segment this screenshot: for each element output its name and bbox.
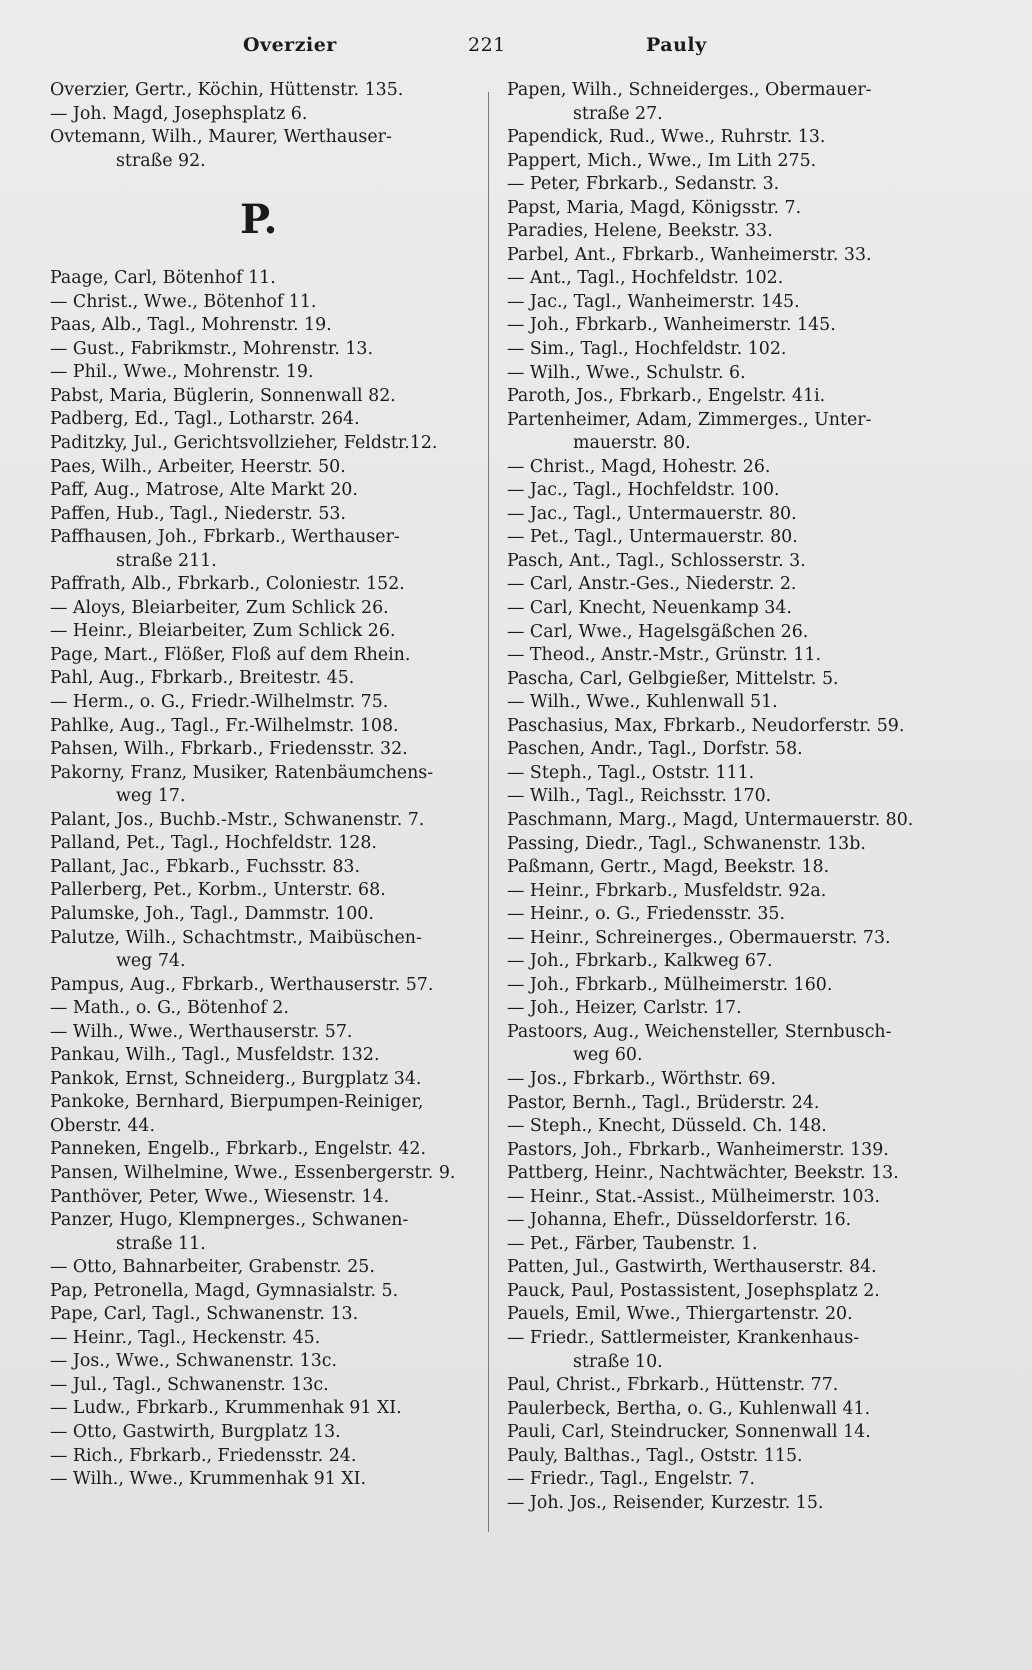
directory-entry-line: — Pet., Färber, Taubenstr. 1. bbox=[507, 1233, 758, 1254]
directory-entry-line: — Jos., Wwe., Schwanenstr. 13c. bbox=[50, 1351, 338, 1372]
directory-entry-line: weg 60. bbox=[573, 1045, 643, 1066]
directory-entry-line: weg 74. bbox=[116, 951, 186, 972]
directory-entry-line: Panneken, Engelb., Fbrkarb., Engelstr. 42. bbox=[50, 1139, 427, 1160]
directory-entry-line: — Wilh., Tagl., Reichsstr. 170. bbox=[507, 786, 772, 807]
directory-entry-line: — Joh., Fbrkarb., Wanheimerstr. 145. bbox=[507, 315, 836, 336]
left-column-top-entries bbox=[50, 79, 480, 173]
column-divider bbox=[488, 92, 489, 1532]
directory-entry-line: — Rich., Fbrkarb., Friedensstr. 24. bbox=[50, 1445, 357, 1466]
directory-entry-line: — Carl, Wwe., Hagelsgäßchen 26. bbox=[507, 621, 809, 642]
directory-entry-line: — Jac., Tagl., Hochfeldstr. 100. bbox=[507, 480, 780, 501]
directory-entry-line: Pankok, Ernst, Schneiderg., Burgplatz 34. bbox=[50, 1068, 422, 1089]
directory-entry-line: Papst, Maria, Magd, Königsstr. 7. bbox=[507, 197, 802, 218]
directory-entry-line: Pahlke, Aug., Tagl., Fr.-Wilhelmstr. 108. bbox=[50, 715, 399, 736]
directory-entry-line: Paffrath, Alb., Fbrkarb., Coloniestr. 152. bbox=[50, 574, 405, 595]
section-letter: P. bbox=[240, 196, 278, 244]
directory-entry-line: Pakorny, Franz, Musiker, Ratenbäumchens- bbox=[50, 762, 434, 783]
directory-entry-line: — Joh. Magd, Josephsplatz 6. bbox=[50, 103, 308, 124]
directory-entry-line: Pape, Carl, Tagl., Schwanenstr. 13. bbox=[50, 1304, 359, 1325]
directory-entry-line: — Ludw., Fbrkarb., Krummenhak 91 XI. bbox=[50, 1398, 402, 1419]
directory-entry-line: — Jul., Tagl., Schwanenstr. 13c. bbox=[50, 1374, 329, 1395]
directory-entry-line: Papendick, Rud., Wwe., Ruhrstr. 13. bbox=[507, 127, 826, 148]
header-left-keyword: Overzier bbox=[243, 34, 337, 56]
directory-entry-line: Pappert, Mich., Wwe., Im Lith 275. bbox=[507, 150, 817, 171]
directory-entry-line: Parbel, Ant., Fbrkarb., Wanheimerstr. 33. bbox=[507, 244, 872, 265]
directory-entry-line: — Phil., Wwe., Mohrenstr. 19. bbox=[50, 362, 314, 383]
directory-entry-line: — Carl, Anstr.-Ges., Niederstr. 2. bbox=[507, 574, 797, 595]
directory-entry-line: — Pet., Tagl., Untermauerstr. 80. bbox=[507, 527, 798, 548]
directory-entry-line: Paradies, Helene, Beekstr. 33. bbox=[507, 221, 773, 242]
directory-entry-line: — Friedr., Tagl., Engelstr. 7. bbox=[507, 1469, 756, 1490]
directory-entry-line: Palumske, Joh., Tagl., Dammstr. 100. bbox=[50, 903, 374, 924]
directory-entry-line: — Aloys, Bleiarbeiter, Zum Schlick 26. bbox=[50, 597, 389, 618]
directory-entry-line: Paschen, Andr., Tagl., Dorfstr. 58. bbox=[507, 739, 803, 760]
directory-entry-line: Page, Mart., Flößer, Floß auf dem Rhein. bbox=[50, 644, 411, 665]
directory-entry-line: — Joh. Jos., Reisender, Kurzestr. 15. bbox=[507, 1492, 824, 1513]
directory-entry-line: Overzier, Gertr., Köchin, Hüttenstr. 135. bbox=[50, 80, 404, 100]
directory-entry-line: straße 27. bbox=[573, 103, 663, 124]
directory-entry-line: — Heinr., Fbrkarb., Musfeldstr. 92a. bbox=[507, 880, 827, 901]
directory-entry-line: Oberstr. 44. bbox=[50, 1115, 156, 1136]
directory-entry-line: Panzer, Hugo, Klempnerges., Schwanen- bbox=[50, 1210, 409, 1231]
directory-entry-line: — Carl, Knecht, Neuenkamp 34. bbox=[507, 598, 792, 619]
directory-entry-line: — Steph., Tagl., Oststr. 111. bbox=[507, 762, 755, 783]
directory-entry-line: Pahsen, Wilh., Fbrkarb., Friedensstr. 32. bbox=[50, 739, 408, 760]
directory-entry-line: straße 92. bbox=[116, 150, 206, 171]
directory-entry-line: Pallerberg, Pet., Korbm., Unterstr. 68. bbox=[50, 880, 386, 901]
directory-entry-line: — Friedr., Sattlermeister, Krankenhaus- bbox=[507, 1327, 860, 1348]
directory-entry-line: — Gust., Fabrikmstr., Mohrenstr. 13. bbox=[50, 338, 374, 359]
directory-entry-line: — Joh., Heizer, Carlstr. 17. bbox=[507, 998, 742, 1019]
directory-entry-line: mauerstr. 80. bbox=[573, 433, 691, 454]
left-column-entries bbox=[50, 267, 480, 1491]
directory-entry-line: — Heinr., Bleiarbeiter, Zum Schlick 26. bbox=[50, 621, 396, 642]
directory-entry-line: Palland, Pet., Tagl., Hochfeldstr. 128. bbox=[50, 833, 377, 854]
directory-entry-line: Pahl, Aug., Fbrkarb., Breitestr. 45. bbox=[50, 668, 355, 689]
directory-entry-line: Pasch, Ant., Tagl., Schlosserstr. 3. bbox=[507, 550, 806, 571]
directory-entry-line: Pauli, Carl, Steindrucker, Sonnenwall 14. bbox=[507, 1422, 871, 1443]
directory-entry-line: Pauck, Paul, Postassistent, Josephsplatz 2. bbox=[507, 1280, 880, 1301]
directory-entry-line: straße 11. bbox=[116, 1233, 206, 1254]
directory-entry-line: — Heinr., o. G., Friedensstr. 35. bbox=[507, 904, 786, 925]
directory-entry-line: — Wilh., Wwe., Kuhlenwall 51. bbox=[507, 692, 778, 713]
directory-entry-line: — Peter, Fbrkarb., Sedanstr. 3. bbox=[507, 174, 780, 195]
directory-entry-line: — Jac., Tagl., Wanheimerstr. 145. bbox=[507, 291, 800, 312]
directory-entry-line: Partenheimer, Adam, Zimmerges., Unter- bbox=[507, 409, 872, 430]
page-number: 221 bbox=[468, 34, 506, 56]
left-column bbox=[50, 79, 480, 1492]
directory-entry-line: — Theod., Anstr.-Mstr., Grünstr. 11. bbox=[507, 645, 822, 666]
directory-entry-line: — Joh., Fbrkarb., Mülheimerstr. 160. bbox=[507, 974, 833, 995]
directory-entry-line: Palant, Jos., Buchb.-Mstr., Schwanenstr. 7. bbox=[50, 809, 425, 830]
directory-entry-line: — Heinr., Schreinerges., Obermauerstr. 73. bbox=[507, 927, 891, 948]
directory-entry-line: Paulerbeck, Bertha, o. G., Kuhlenwall 41. bbox=[507, 1398, 871, 1419]
directory-entry-line: — Sim., Tagl., Hochfeldstr. 102. bbox=[507, 339, 787, 360]
directory-entry-line: — Jac., Tagl., Untermauerstr. 80. bbox=[507, 503, 797, 524]
directory-entry-line: Pauly, Balthas., Tagl., Oststr. 115. bbox=[507, 1445, 803, 1466]
directory-entry-line: Pascha, Carl, Gelbgießer, Mittelstr. 5. bbox=[507, 668, 839, 689]
directory-entry-line: — Math., o. G., Bötenhof 2. bbox=[50, 998, 289, 1019]
directory-entry-line: — Wilh., Wwe., Krummenhak 91 XI. bbox=[50, 1469, 367, 1490]
directory-entry-line: Paroth, Jos., Fbrkarb., Engelstr. 41i. bbox=[507, 386, 826, 407]
directory-entry-line: Patten, Jul., Gastwirth, Werthauserstr. 84. bbox=[507, 1257, 877, 1278]
page-header bbox=[0, 34, 1032, 68]
directory-entry-line: Paschmann, Marg., Magd, Untermauerstr. 80. bbox=[507, 809, 914, 830]
directory-entry-line: Pastor, Bernh., Tagl., Brüderstr. 24. bbox=[507, 1092, 820, 1113]
directory-entry-line: Pallant, Jac., Fbkarb., Fuchsstr. 83. bbox=[50, 856, 360, 877]
directory-entry-line: Paßmann, Gertr., Magd, Beekstr. 18. bbox=[507, 857, 830, 878]
directory-entry-line: Panthöver, Peter, Wwe., Wiesenstr. 14. bbox=[50, 1186, 390, 1207]
right-column bbox=[507, 79, 1007, 1515]
directory-entry-line: — Christ., Magd, Hohestr. 26. bbox=[507, 456, 771, 477]
directory-entry-line: Pansen, Wilhelmine, Wwe., Essenbergerstr. 9. bbox=[50, 1162, 456, 1183]
directory-entry-line: Pauels, Emil, Wwe., Thiergartenstr. 20. bbox=[507, 1304, 853, 1325]
directory-entry-line: Pastoors, Aug., Weichensteller, Sternbusch- bbox=[507, 1021, 892, 1042]
directory-entry-line: — Joh., Fbrkarb., Kalkweg 67. bbox=[507, 951, 773, 972]
directory-entry-line: — Herm., o. G., Friedr.-Wilhelmstr. 75. bbox=[50, 692, 389, 713]
directory-entry-line: Pattberg, Heinr., Nachtwächter, Beekstr. 13. bbox=[507, 1163, 899, 1184]
header-right-keyword: Pauly bbox=[646, 34, 707, 56]
directory-entry-line: Passing, Diedr., Tagl., Schwanenstr. 13b. bbox=[507, 833, 866, 854]
directory-entry-line: Pap, Petronella, Magd, Gymnasialstr. 5. bbox=[50, 1280, 399, 1301]
directory-entry-line: — Steph., Knecht, Düsseld. Ch. 148. bbox=[507, 1116, 827, 1137]
directory-entry-line: Paul, Christ., Fbrkarb., Hüttenstr. 77. bbox=[507, 1375, 839, 1396]
directory-entry-line: Ovtemann, Wilh., Maurer, Werthauser- bbox=[50, 127, 392, 148]
directory-entry-line: — Heinr., Tagl., Heckenstr. 45. bbox=[50, 1327, 321, 1348]
directory-entry-line: straße 10. bbox=[573, 1351, 663, 1372]
directory-entry-line: Paffhausen, Joh., Fbrkarb., Werthauser- bbox=[50, 527, 400, 548]
directory-entry-line: Paff, Aug., Matrose, Alte Markt 20. bbox=[50, 480, 358, 501]
directory-entry-line: Paffen, Hub., Tagl., Niederstr. 53. bbox=[50, 503, 347, 524]
directory-entry-line: Pabst, Maria, Büglerin, Sonnenwall 82. bbox=[50, 385, 396, 406]
directory-entry-line: Paes, Wilh., Arbeiter, Heerstr. 50. bbox=[50, 456, 346, 477]
directory-entry-line: — Wilh., Wwe., Schulstr. 6. bbox=[507, 362, 746, 383]
directory-entry-line: Paschasius, Max, Fbrkarb., Neudorferstr. 59. bbox=[507, 715, 905, 736]
directory-entry-line: Papen, Wilh., Schneiderges., Obermauer- bbox=[507, 80, 872, 100]
directory-entry-line: Pankau, Wilh., Tagl., Musfeldstr. 132. bbox=[50, 1045, 380, 1066]
directory-entry-line: — Otto, Gastwirth, Burgplatz 13. bbox=[50, 1421, 341, 1442]
directory-entry-line: Paditzky, Jul., Gerichtsvollzieher, Feldstr.12. bbox=[50, 433, 438, 454]
directory-entry-line: Pankoke, Bernhard, Bierpumpen-Reiniger, bbox=[50, 1092, 424, 1113]
directory-entry-line: straße 211. bbox=[116, 550, 217, 571]
directory-entry-line: Padberg, Ed., Tagl., Lotharstr. 264. bbox=[50, 409, 360, 430]
directory-entry-line: — Wilh., Wwe., Werthauserstr. 57. bbox=[50, 1021, 353, 1042]
directory-entry-line: weg 17. bbox=[116, 786, 186, 807]
directory-entry-line: Pastors, Joh., Fbrkarb., Wanheimerstr. 139. bbox=[507, 1139, 889, 1160]
directory-entry-line: Paage, Carl, Bötenhof 11. bbox=[50, 268, 276, 289]
directory-entry-line: — Otto, Bahnarbeiter, Grabenstr. 25. bbox=[50, 1257, 375, 1278]
directory-entry-line: Palutze, Wilh., Schachtmstr., Maibüschen- bbox=[50, 927, 422, 948]
directory-entry-line: Paas, Alb., Tagl., Mohrenstr. 19. bbox=[50, 315, 332, 336]
directory-entry-line: Pampus, Aug., Fbrkarb., Werthauserstr. 57. bbox=[50, 974, 434, 995]
directory-entry-line: — Jos., Fbrkarb., Wörthstr. 69. bbox=[507, 1068, 777, 1089]
directory-entry-line: — Heinr., Stat.-Assist., Mülheimerstr. 103. bbox=[507, 1186, 881, 1207]
directory-entry-line: — Ant., Tagl., Hochfeldstr. 102. bbox=[507, 268, 784, 289]
directory-entry-line: — Christ., Wwe., Bötenhof 11. bbox=[50, 291, 317, 312]
directory-entry-line: — Johanna, Ehefr., Düsseldorferstr. 16. bbox=[507, 1210, 852, 1231]
